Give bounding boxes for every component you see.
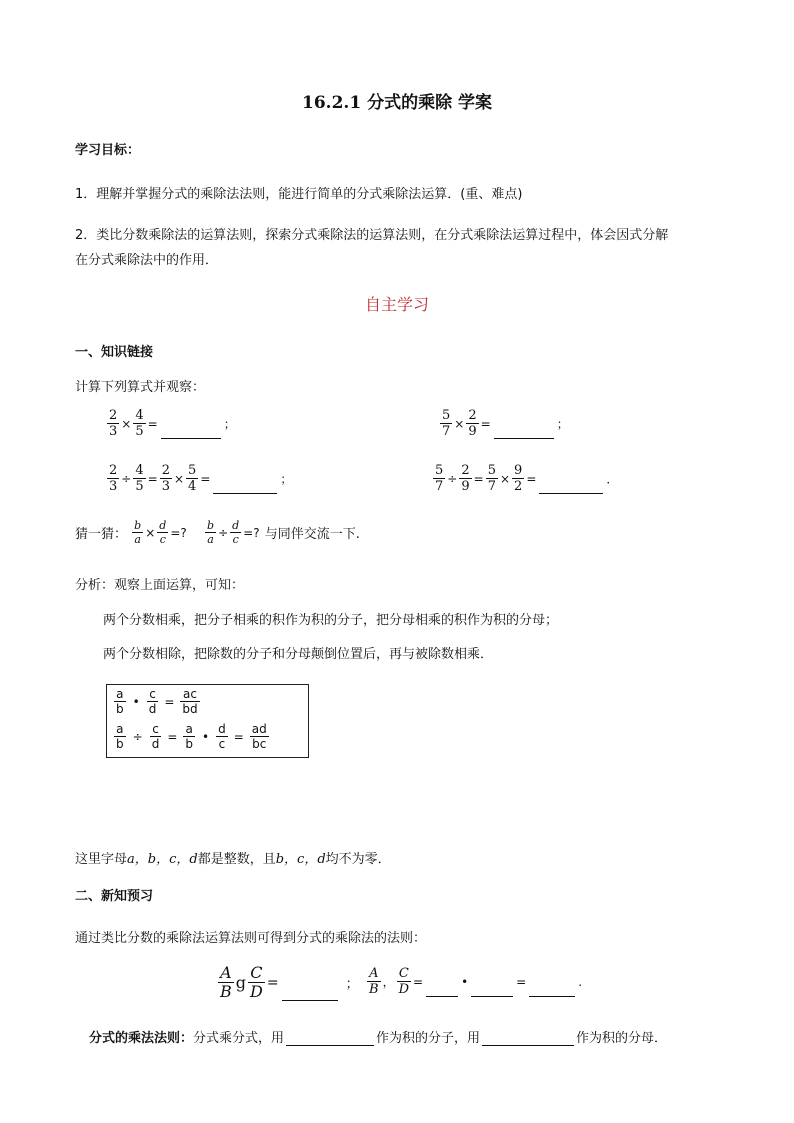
objective-1: 1．理解并掌握分式的乘除法法则，能进行简单的分式乘除法运算．(重、难点) bbox=[75, 187, 523, 202]
fraction: $\frac{4}{5}$ bbox=[135, 463, 144, 494]
fraction: $\frac{2}{9}$ bbox=[468, 408, 477, 439]
formula-row-multiply: $\frac{a}{b}$ • $\frac{c}{d}$ = $\frac{ac}{bd}$ bbox=[116, 687, 198, 716]
objectives-heading: 学习目标： bbox=[75, 143, 141, 158]
fraction: $\frac{ac}{bd}$ bbox=[182, 687, 198, 716]
fraction: $\frac{c}{d}$ bbox=[148, 687, 157, 716]
variables-note: 这里字母a，b，c，d都是整数，且b，c，d均不为零． bbox=[75, 852, 391, 867]
fraction: $\frac{a}{b}$ bbox=[185, 722, 193, 751]
fraction: $\frac{5}{7}$ bbox=[487, 463, 496, 494]
fraction: $\frac{4}{5}$ bbox=[135, 408, 144, 439]
part1-prompt: 计算下列算式并观察： bbox=[75, 380, 206, 395]
equation-4: $\frac{5}{7}$ ÷ $\frac{2}{9}$ = $\frac{5}{7}$ × $\frac{9}{2}$ = ． bbox=[435, 463, 619, 494]
fraction: $\frac{b}{a}$ bbox=[207, 519, 215, 546]
fraction: $\frac{9}{2}$ bbox=[514, 463, 523, 494]
fraction: $\frac{a}{b}$ bbox=[116, 722, 124, 751]
answer-blank[interactable] bbox=[286, 1031, 374, 1046]
fraction: $\frac{2}{3}$ bbox=[109, 408, 118, 439]
fraction: $\frac{A}{B}$ bbox=[369, 966, 379, 997]
fraction: $\frac{2}{3}$ bbox=[161, 463, 170, 494]
part2-heading: 二、新知预习 bbox=[75, 889, 154, 904]
formula-row-divide: $\frac{a}{b}$ ÷ $\frac{c}{d}$ = $\frac{a}{b}$ • $\frac{d}{c}$ = $\frac{ad}{bc}$ bbox=[116, 722, 267, 751]
answer-blank[interactable] bbox=[529, 982, 575, 997]
answer-blank[interactable] bbox=[213, 479, 277, 494]
objective-2-line1: 2．类比分数乘除法的运算法则，探索分式乘除法的运算法则，在分式乘除法运算过程中，体会因式分解 bbox=[75, 228, 669, 243]
fraction: $\frac{2}{3}$ bbox=[109, 463, 118, 494]
fraction: $\frac{b}{a}$ bbox=[134, 519, 142, 546]
equation-1: $\frac{2}{3}$ × $\frac{4}{5}$ = ； bbox=[109, 408, 236, 439]
fraction: $\frac{A}{B}$ bbox=[220, 963, 232, 1001]
fraction: $\frac{d}{c}$ bbox=[218, 722, 226, 751]
answer-blank[interactable] bbox=[482, 1031, 574, 1046]
fraction: $\frac{C}{D}$ bbox=[250, 963, 263, 1001]
formula-box bbox=[106, 684, 309, 758]
answer-blank[interactable] bbox=[426, 982, 458, 997]
part2-intro: 通过类比分数的乘除法运算法则可得到分式的乘除法的法则： bbox=[75, 931, 427, 946]
rule-divide-fractions: 两个分数相除，把除数的分子和分母颠倒位置后，再与被除数相乘． bbox=[103, 647, 494, 662]
multiplication-rule: 分式的乘法法则：分式乘分式，用 作为积的分子，用 作为积的分母． bbox=[89, 1031, 668, 1046]
answer-blank[interactable] bbox=[494, 424, 554, 439]
equation-3: $\frac{2}{3}$ ÷ $\frac{4}{5}$ = $\frac{2}{3}$ × $\frac{5}{4}$ = ； bbox=[109, 463, 293, 494]
fraction-rule-equation-right: $\frac{A}{B}$ ， $\frac{C}{D}$ = • = . bbox=[369, 966, 583, 997]
fraction: $\frac{C}{D}$ bbox=[398, 966, 410, 997]
fraction: $\frac{5}{7}$ bbox=[442, 408, 451, 439]
fraction: $\frac{d}{c}$ bbox=[232, 519, 240, 546]
fraction: $\frac{5}{4}$ bbox=[188, 463, 197, 494]
answer-blank[interactable] bbox=[161, 424, 221, 439]
fraction: $\frac{ad}{bc}$ bbox=[251, 722, 267, 751]
fraction-rule-equation-left: $\frac{A}{B}$ g $\frac{C}{D}$ = ； bbox=[220, 963, 359, 1001]
objective-2-line2: 在分式乘除法中的作用． bbox=[75, 253, 219, 268]
fraction: $\frac{d}{c}$ bbox=[159, 519, 167, 546]
fraction: $\frac{2}{9}$ bbox=[461, 463, 470, 494]
section-heading: 自主学习 bbox=[364, 295, 429, 314]
equation-2: $\frac{5}{7}$ × $\frac{2}{9}$ = ； bbox=[442, 408, 569, 439]
fraction: $\frac{5}{7}$ bbox=[435, 463, 444, 494]
answer-blank[interactable] bbox=[539, 479, 603, 494]
fraction: $\frac{c}{d}$ bbox=[151, 722, 160, 751]
rule-multiply-fractions: 两个分数相乘，把分子相乘的积作为积的分子，把分母相乘的积作为积的分母； bbox=[103, 613, 559, 628]
page-title: 16.2.1 分式的乘除 学案 bbox=[302, 93, 492, 113]
part1-heading: 一、知识链接 bbox=[75, 345, 154, 360]
guess-line: 猜一猜： $\frac{b}{a}$ × $\frac{d}{c}$ =? $\frac{b}{a}$ ÷ $\frac{d}{c}$ =? 与同伴交流一下. bbox=[75, 519, 360, 546]
analysis-label: 分析：观察上面运算，可知： bbox=[75, 578, 245, 593]
answer-blank[interactable] bbox=[471, 982, 513, 997]
fraction: $\frac{a}{b}$ bbox=[116, 687, 124, 716]
answer-blank[interactable] bbox=[282, 982, 338, 1001]
